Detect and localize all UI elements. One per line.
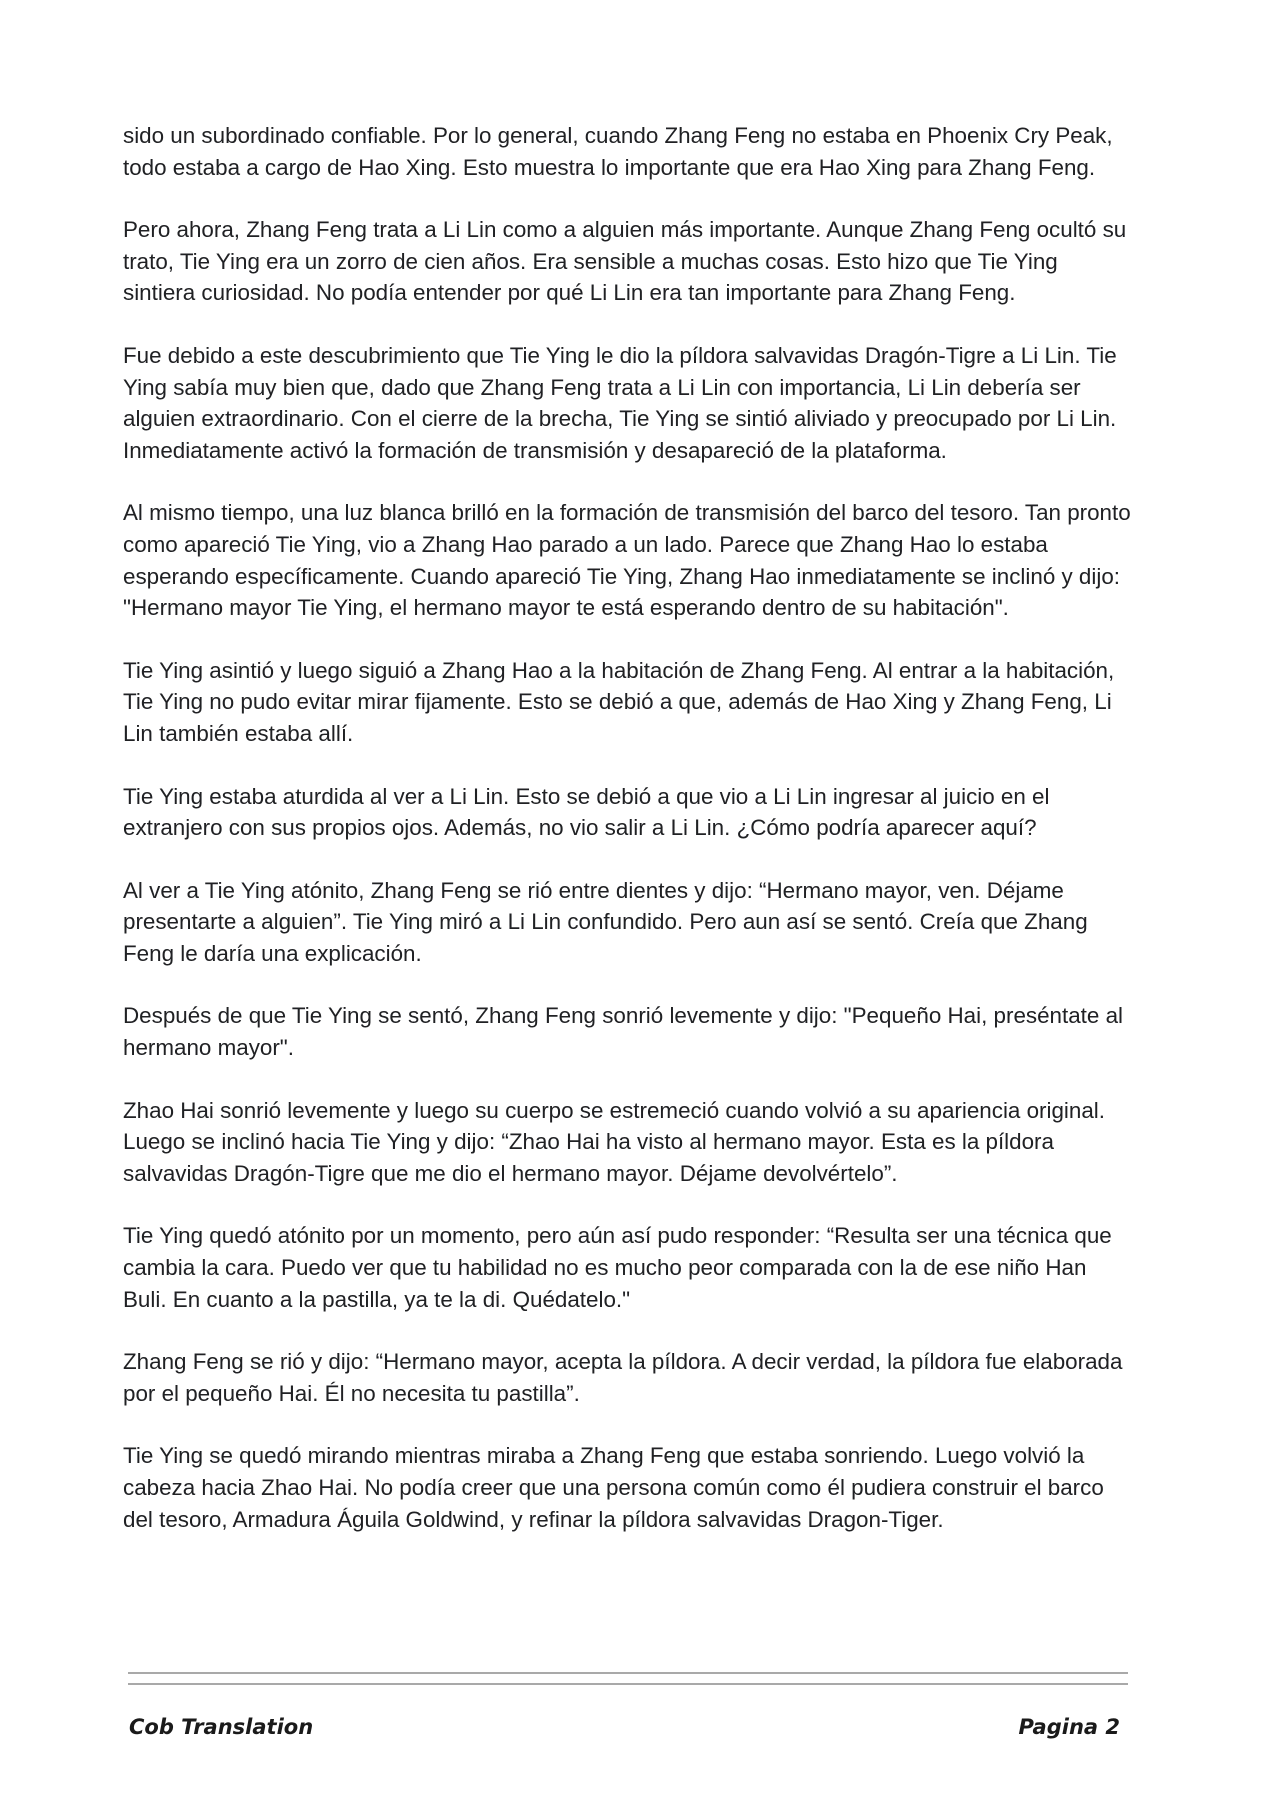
paragraph-5: Tie Ying asintió y luego siguió a Zhang Hao a la habitación de Zhang Feng. Al entrar a la habitación, Tie Ying no pudo evitar mirar fijamente. Esto se debió a que, además de Hao Xing y Zhang Feng, Li Lin también estaba allí. xyxy=(123,657,1115,746)
paragraph-2: Pero ahora, Zhang Feng trata a Li Lin como a alguien más importante. Aunque Zhang Feng ocultó su trato, Tie Ying era un zorro de cien años. Era sensible a muchas cosas. Esto hizo que Tie Ying sintiera curiosidad. No podía entender por qué Li Lin era tan importante para Zhang Feng. xyxy=(123,217,1127,306)
paragraph-3: Fue debido a este descubrimiento que Tie Ying le dio la píldora salvavidas Dragón-Tigre a Li Lin. Tie Ying sabía muy bien que, dado que Zhang Feng trata a Li Lin con importancia, Li Lin debería ser alguien extraordinario. Con el cierre de la brecha, Tie Ying se sintió aliviado y preocupado por Li Lin. Inmediatamente activó la formación de transmisión y desapareció de la plataforma. xyxy=(123,342,1117,463)
footer-divider-top xyxy=(128,1672,1128,1674)
paragraph-1: sido un subordinado confiable. Por lo general, cuando Zhang Feng no estaba en Phoenix Cry Peak, todo estaba a cargo de Hao Xing. Esto muestra lo importante que era Hao Xing para Zhang Feng. xyxy=(123,123,1113,180)
footer-translator-credit: Cob Translation xyxy=(129,1715,314,1739)
paragraph-11: Zhang Feng se rió y dijo: “Hermano mayor, acepta la píldora. A decir verdad, la píldora fue elaborada por el pequeño Hai. Él no necesita tu pastilla”. xyxy=(123,1349,1123,1406)
footer-page-number: Pagina 2 xyxy=(1018,1715,1120,1739)
footer-divider-bottom xyxy=(128,1683,1128,1685)
paragraph-12: Tie Ying se quedó mirando mientras miraba a Zhang Feng que estaba sonriendo. Luego volvió la cabeza hacia Zhao Hai. No podía creer que una persona común como él pudiera construir el barco del tesoro, Armadura Águila Goldwind, y refinar la píldora salvavidas Dragon-Tiger. xyxy=(123,1443,1104,1532)
paragraph-9: Zhao Hai sonrió levemente y luego su cuerpo se estremeció cuando volvió a su apariencia original. Luego se inclinó hacia Tie Ying y dijo: “Zhao Hai ha visto al hermano mayor. Esta es la píldora salvavidas Dragón-Tigre que me dio el hermano mayor. Déjame devolvértelo”. xyxy=(123,1097,1106,1186)
body-text xyxy=(123,120,1133,1566)
paragraph-6: Tie Ying estaba aturdida al ver a Li Lin. Esto se debió a que vio a Li Lin ingresar al juicio en el extranjero con sus propios ojos. Además, no vio salir a Li Lin. ¿Cómo podría aparecer aquí? xyxy=(123,783,1050,841)
paragraph-10: Tie Ying quedó atónito por un momento, pero aún así pudo responder: “Resulta ser una técnica que cambia la cara. Puedo ver que tu habilidad no es mucho peor comparada con la de ese niño Han Buli. En cuanto a la pastilla, ya te la di. Quédatelo." xyxy=(123,1223,1112,1312)
paragraph-4: Al mismo tiempo, una luz blanca brilló en la formación de transmisión del barco del tesoro. Tan pronto como apareció Tie Ying, vio a Zhang Hao parado a un lado. Parece que Zhang Hao lo estaba esperando específicamente. Cuando apareció Tie Ying, Zhang Hao inmediatamente se inclinó y dijo: "Hermano mayor Tie Ying, el hermano mayor te está esperando dentro de su habitación". xyxy=(123,500,1131,621)
paragraph-8: Después de que Tie Ying se sentó, Zhang Feng sonrió levemente y dijo: "Pequeño Hai, preséntate al hermano mayor". xyxy=(123,1003,1123,1061)
paragraph-7: Al ver a Tie Ying atónito, Zhang Feng se rió entre dientes y dijo: “Hermano mayor, ven. Déjame presentarte a alguien”. Tie Ying miró a Li Lin confundido. Pero aun así se sentó. Creía que Zhang Feng le daría una explicación. xyxy=(123,877,1088,966)
